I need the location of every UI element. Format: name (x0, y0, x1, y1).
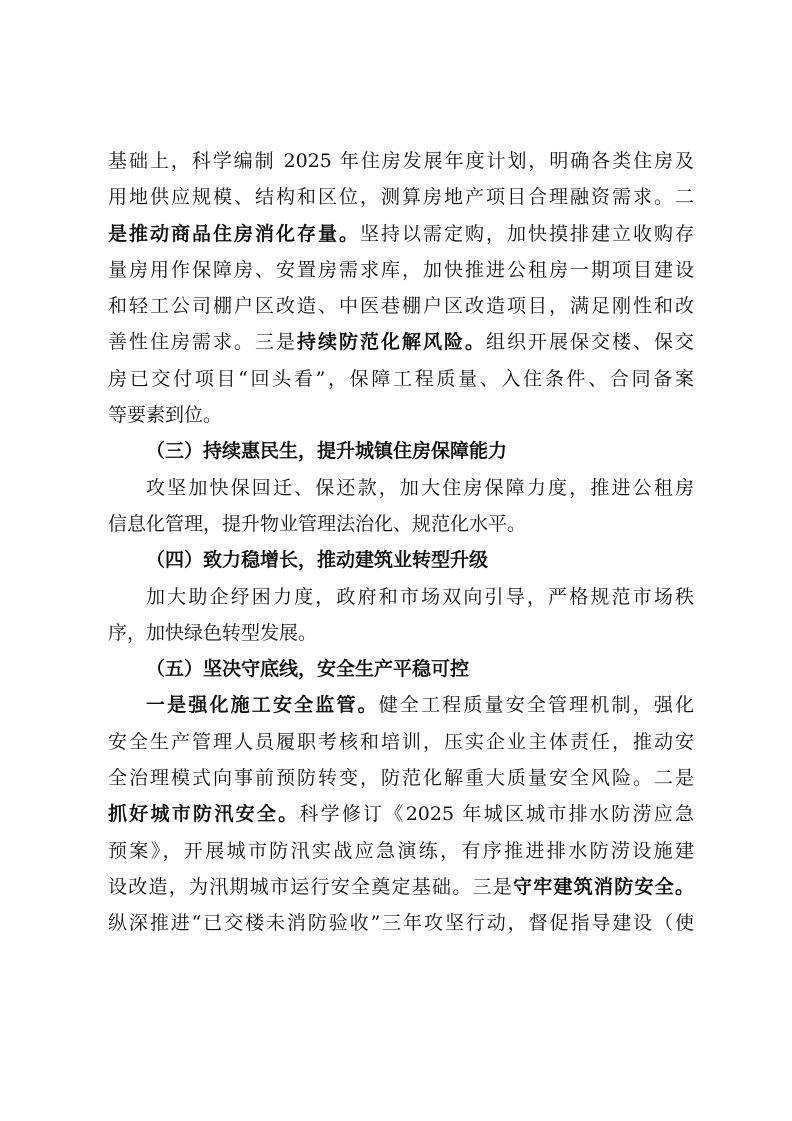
body-line: 抓好城市防汛安全。科学修订《2025 年城区城市排水防涝应急 (108, 803, 694, 826)
bold-phrase: 持续防范化解风险。 (297, 331, 486, 354)
bold-phrase: 抓好城市防汛安全。 (108, 803, 300, 826)
section-heading: （五）坚决守底线，安全生产平稳可控 (146, 658, 470, 681)
section-heading: （四）致力稳增长，推动建筑业转型升级 (146, 549, 489, 572)
bold-phrase: 守牢建筑消防安全。 (512, 875, 694, 898)
body-line: 用地供应规模、结构和区位，测算房地产项目合理融资需求。二 (108, 186, 694, 209)
body-line: 信息化管理，提升物业管理法治化、规范化水平。 (108, 512, 527, 535)
body-line: 预案》，开展城市防汛实战应急演练，有序推进排水防涝设施建 (108, 839, 694, 862)
bold-phrase: 一是强化施工安全监管。 (146, 694, 379, 717)
body-line: 纵深推进“已交楼未消防验收”三年攻坚行动，督促指导建设（使 (108, 912, 694, 935)
body-line: 攻坚加快保回迁、保还款，加大住房保障力度，推进公租房 (146, 476, 694, 499)
bold-phrase: 是推动商品住房消化存量。 (108, 222, 360, 245)
document-body (108, 143, 694, 942)
body-line: 房已交付项目“回头看”，保障工程质量、入住条件、合同备案 (108, 367, 694, 390)
section-heading: （三）持续惠民生，提升城镇住房保障能力 (146, 440, 508, 463)
body-line: 安全生产管理人员履职考核和培训，压实企业主体责任，推动安 (108, 730, 694, 753)
body-line: 量房用作保障房、安置房需求库，加快推进公租房一期项目建设 (108, 258, 694, 281)
body-line: 是推动商品住房消化存量。坚持以需定购，加快摸排建立收购存 (108, 222, 694, 245)
body-line: 等要素到位。 (108, 404, 223, 427)
body-line: 设改造，为汛期城市运行安全奠定基础。三是守牢建筑消防安全。 (108, 875, 694, 898)
body-line: 善性住房需求。三是持续防范化解风险。组织开展保交楼、保交 (108, 331, 694, 354)
body-line: 和轻工公司棚户区改造、中医巷棚户区改造项目，满足刚性和改 (108, 295, 694, 318)
body-line: 一是强化施工安全监管。健全工程质量安全管理机制，强化 (146, 694, 694, 717)
body-line: 序，加快绿色转型发展。 (108, 621, 318, 644)
body-line: 基础上，科学编制 2025 年住房发展年度计划，明确各类住房及 (108, 150, 694, 172)
body-line: 全治理模式向事前预防转变，防范化解重大质量安全风险。二是 (108, 767, 694, 790)
body-line: 加大助企纾困力度，政府和市场双向引导，严格规范市场秩 (146, 585, 694, 608)
